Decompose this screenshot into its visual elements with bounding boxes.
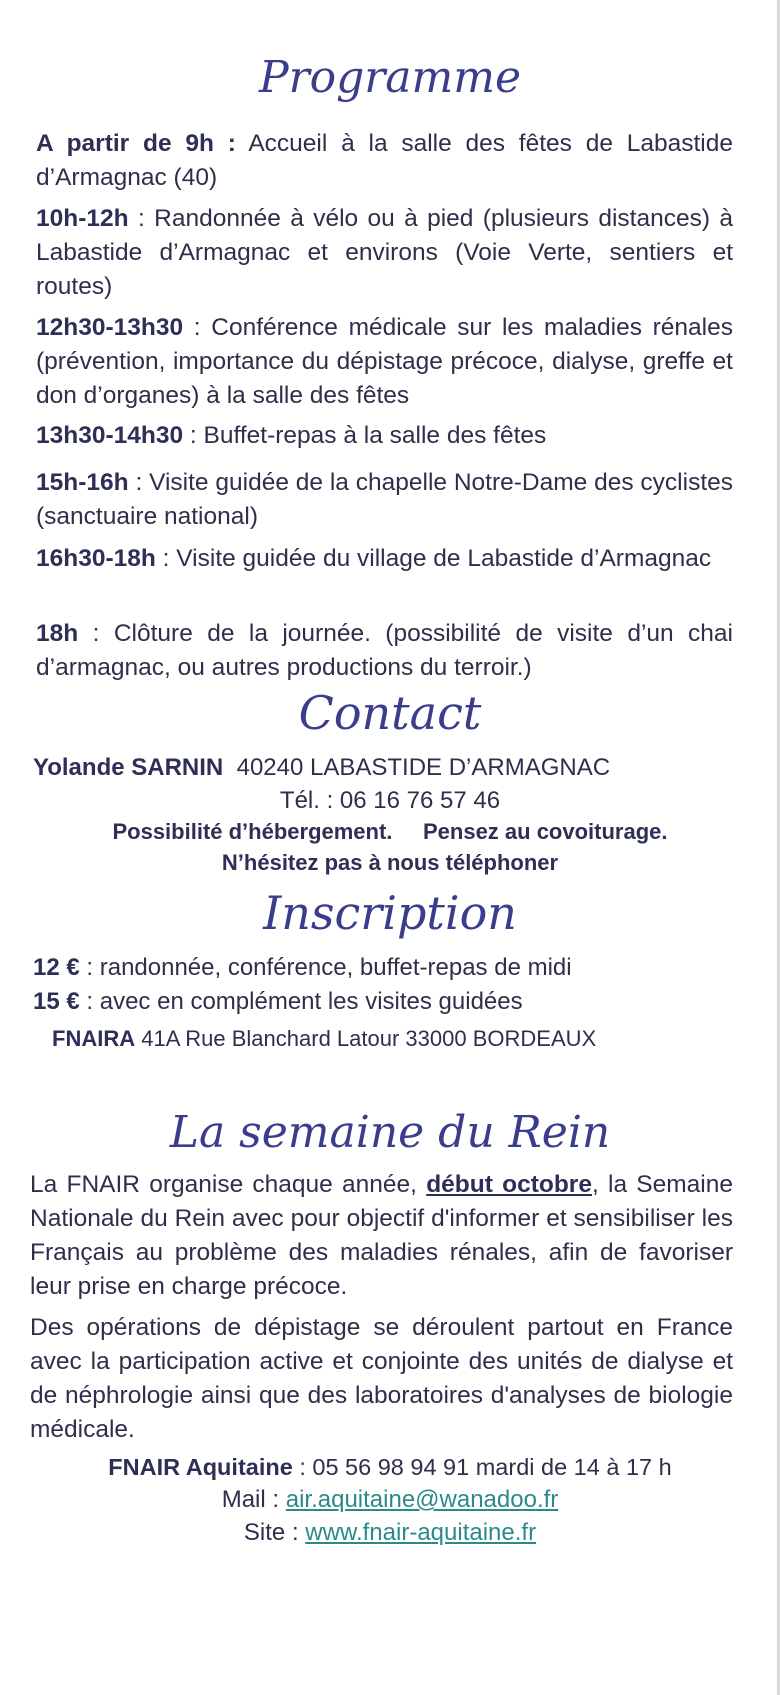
contact-title: Contact xyxy=(298,686,482,740)
programme-text: : Randonnée à vélo ou à pied (plusieurs distances) à Labastide d’Armagnac et environs (Voie Verte, sentiers et routes) xyxy=(36,205,734,300)
programme-time: 10h-12h xyxy=(36,205,129,232)
programme-item xyxy=(36,311,733,413)
programme-time: 18h xyxy=(36,620,79,647)
contact-address: 40240 LABASTIDE D’ARMAGNAC xyxy=(236,754,611,781)
price-description: : avec en complément les visites guidées xyxy=(86,988,523,1015)
programme-text: : Visite guidée de la chapelle Notre-Dame des cyclistes (sanctuaire national) xyxy=(36,469,733,530)
price-amount: 12 € xyxy=(33,954,80,981)
price-description: : randonnée, conférence, buffet-repas de midi xyxy=(86,954,572,981)
programme-text: Accueil à la salle des fêtes de Labastide d’Armagnac (40) xyxy=(36,130,733,191)
programme-text: : Buffet-repas à la salle des fêtes xyxy=(189,422,547,449)
programme-item xyxy=(36,542,733,576)
footer-phone: : 05 56 98 94 91 mardi de 14 à 17 h xyxy=(299,1454,672,1480)
semaine-p1-end: , la Semaine Nationale du Rein avec pour objectif d'informer et sensibiliser les Français au problème des maladies rénales, afin de favoriser leur prise en charge précoce. xyxy=(30,1171,733,1300)
inscription-address-line xyxy=(52,1023,596,1055)
inscription-title: Inscription xyxy=(263,886,517,940)
programme-item xyxy=(36,419,733,453)
programme-time: 13h30-14h30 xyxy=(36,422,184,449)
mail-link[interactable]: air.aquitaine@wanadoo.fr xyxy=(285,1486,559,1513)
semaine-date-highlight: début octobre xyxy=(426,1171,592,1198)
programme-title: Programme xyxy=(258,52,522,103)
mail-label: Mail : xyxy=(221,1486,280,1513)
footer-contact-line xyxy=(0,1451,780,1483)
inscription-org: FNAIRA xyxy=(52,1026,136,1051)
call-note: N’hésitez pas à nous téléphoner xyxy=(221,850,559,875)
programme-item xyxy=(36,202,733,304)
programme-time: 12h30-13h30 xyxy=(36,314,184,341)
programme-time: 16h30-18h xyxy=(36,545,156,572)
contact-name: Yolande SARNIN xyxy=(33,754,224,781)
price-line xyxy=(33,952,572,984)
programme-text: : Clôture de la journée. (possibilité de visite d’un chai d’armagnac, ou autres productions du terroir.) xyxy=(36,620,733,681)
programme-item xyxy=(36,127,733,195)
programme-text: : Conférence médicale sur les maladies rénales (prévention, importance du dépistage précoce, dialyse, greffe et don d’organes) à la salle des fêtes xyxy=(36,314,733,409)
price-amount: 15 € xyxy=(33,988,80,1015)
semaine-p1-start: La FNAIR organise chaque année, xyxy=(30,1171,417,1198)
contact-phone: Tél. : 06 16 76 57 46 xyxy=(279,787,501,814)
programme-item xyxy=(36,617,733,685)
inscription-address: 41A Rue Blanchard Latour 33000 BORDEAUX xyxy=(141,1026,597,1051)
semaine-title: La semaine du Rein xyxy=(169,1107,611,1158)
price-line xyxy=(33,986,523,1018)
footer-mail-line xyxy=(0,1484,780,1516)
semaine-paragraph xyxy=(30,1168,733,1304)
footer-org: FNAIR Aquitaine xyxy=(108,1454,293,1480)
carpool-note: Pensez au covoiturage. xyxy=(422,819,668,844)
contact-name-line xyxy=(33,752,610,784)
lodging-note: Possibilité d’hébergement. xyxy=(112,819,393,844)
programme-text: : Visite guidée du village de Labastide d’Armagnac xyxy=(162,545,712,572)
site-label: Site : xyxy=(243,1519,299,1546)
site-link[interactable]: www.fnair-aquitaine.fr xyxy=(305,1519,537,1546)
programme-item xyxy=(36,466,733,534)
footer-site-line xyxy=(0,1517,780,1549)
contact-notes xyxy=(0,816,780,848)
programme-time: A partir de 9h : xyxy=(36,130,236,157)
programme-time: 15h-16h xyxy=(36,469,129,496)
semaine-paragraph: Des opérations de dépistage se déroulent partout en France avec la participation active et conjointe des unités de dialyse et de néphrologie ainsi que des laboratoires d'analyses de biologie médicale. xyxy=(30,1314,733,1443)
